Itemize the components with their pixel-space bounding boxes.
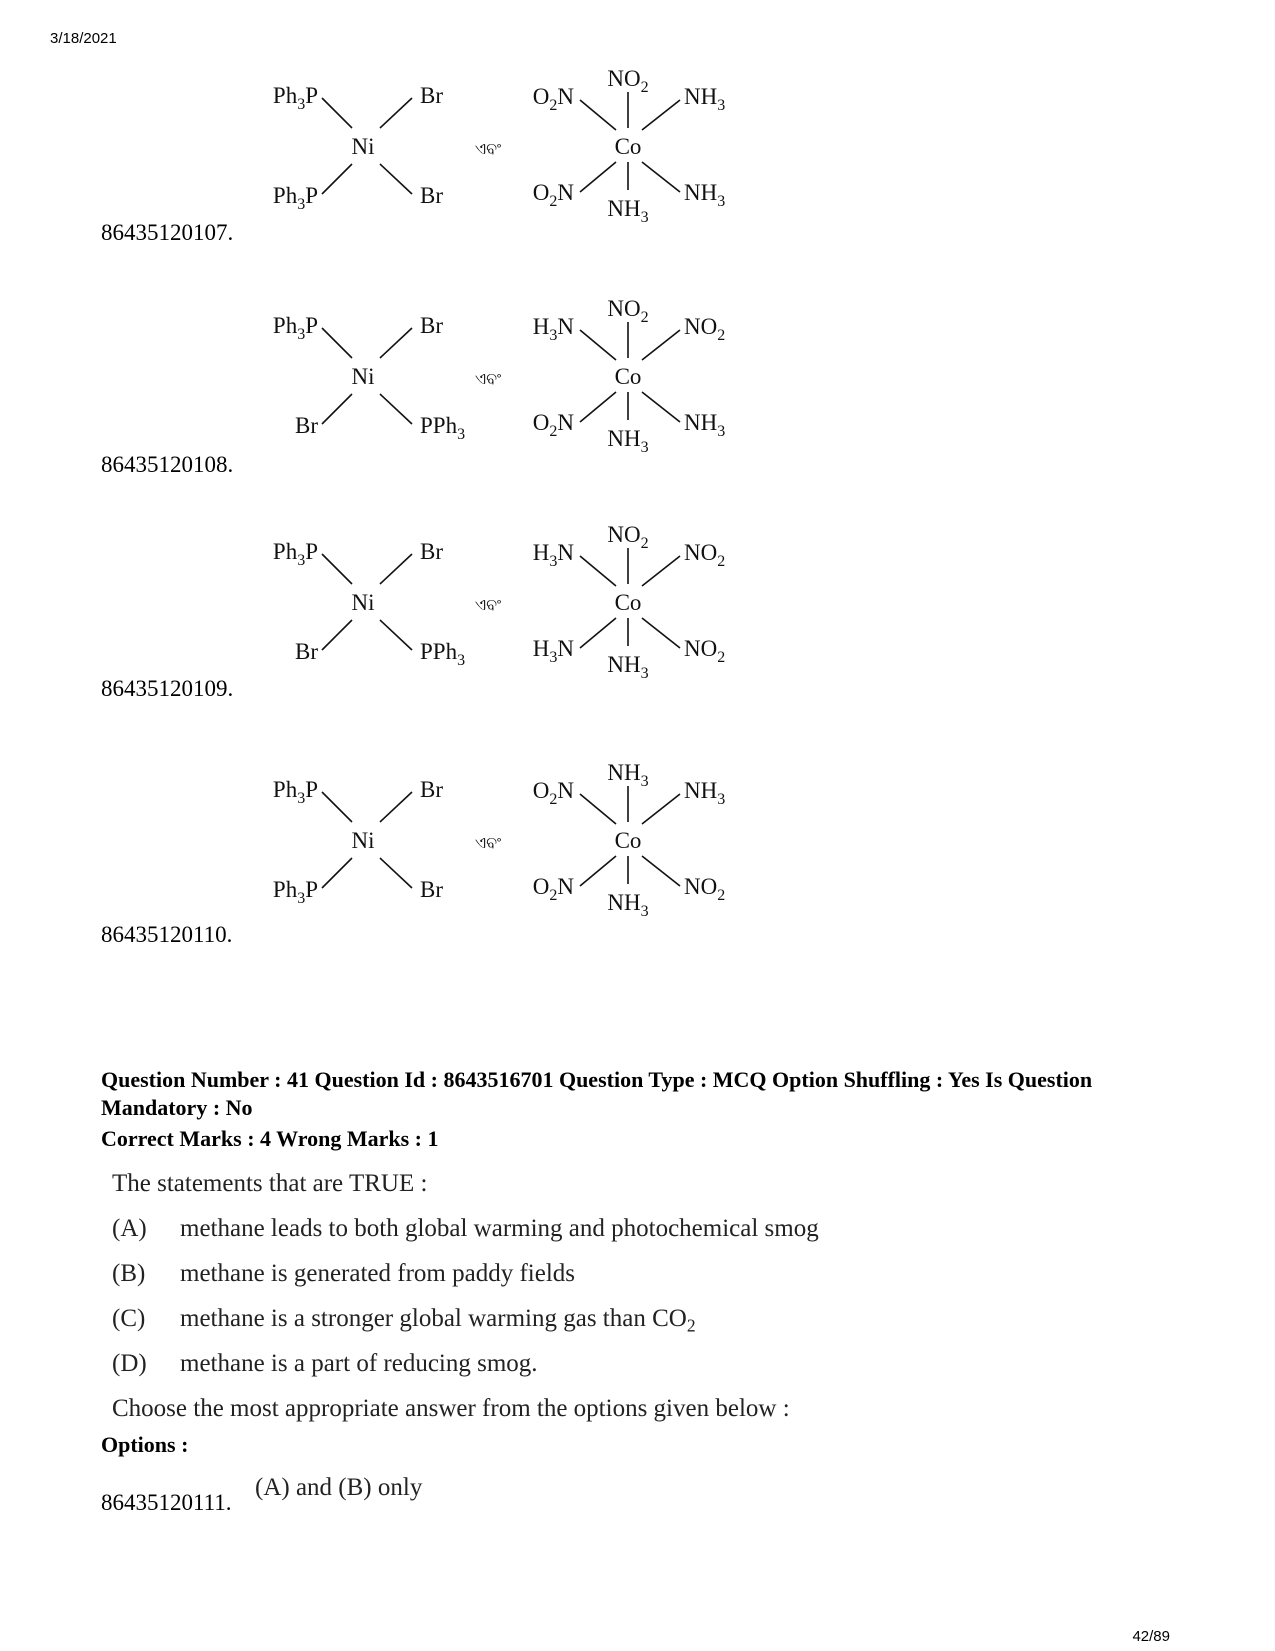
ligand-bl: O2N: [532, 180, 574, 210]
option-id: 86435120109.: [101, 676, 234, 701]
bond: [322, 328, 352, 358]
co-center: Co: [614, 134, 642, 159]
bond: [322, 98, 352, 128]
ligand-tr: Br: [420, 313, 443, 338]
bond: [322, 620, 352, 650]
ligand-bottom: NH3: [607, 890, 649, 920]
ligand-bl: O2N: [532, 410, 574, 440]
ligand-bottom: NH3: [607, 652, 649, 682]
ligand-tr: Br: [420, 83, 443, 108]
ligand-br: NO2: [684, 874, 726, 904]
option-structure-figure[interactable]: [230, 288, 790, 458]
ligand-br: NO2: [684, 636, 726, 666]
bond: [380, 620, 412, 650]
ligand-tl: H3N: [532, 314, 574, 344]
ligand-tl: Ph3P: [272, 539, 318, 569]
option-id: 86435120107.: [101, 220, 234, 245]
statement-label: (A): [112, 1215, 147, 1242]
ligand-tr: Br: [420, 777, 443, 802]
bond: [380, 554, 412, 584]
bond: [380, 394, 412, 424]
question-body: [112, 1170, 819, 1440]
bond: [642, 856, 680, 886]
bond: [642, 794, 680, 824]
bond: [322, 394, 352, 424]
bond: [642, 392, 680, 422]
option-id: 86435120108.: [101, 452, 234, 477]
ni-center: Ni: [351, 364, 375, 389]
bond: [642, 556, 680, 586]
co-complex: [533, 66, 725, 226]
bond: [580, 100, 616, 130]
ligand-top: NO2: [607, 66, 649, 96]
ligand-top: NO2: [607, 296, 649, 326]
bond: [380, 98, 412, 128]
option-structure-figure[interactable]: [230, 752, 790, 922]
conjunction-text: ଏବଂ: [474, 371, 502, 388]
ligand-bl: Br: [295, 413, 318, 438]
co-center: Co: [614, 364, 642, 389]
statement-item: [112, 1260, 819, 1305]
statement-text: methane is a part of reducing smog.: [180, 1350, 538, 1377]
bond: [322, 792, 352, 822]
ligand-tl: Ph3P: [272, 83, 318, 113]
bond: [322, 554, 352, 584]
ni-center: Ni: [351, 828, 375, 853]
statement-item: [112, 1305, 819, 1350]
question-instruction: Choose the most appropriate answer from the options given below :: [112, 1395, 790, 1422]
co-complex: [533, 296, 725, 456]
statement-label: (D): [112, 1350, 147, 1377]
bond: [380, 328, 412, 358]
question-meta: Question Number : 41 Question Id : 8643516701 Question Type : MCQ Option Shuffling : Yes Is Question Mandatory : No: [101, 1067, 1093, 1120]
option-id: 86435120111.: [101, 1490, 232, 1515]
ligand-tl: O2N: [532, 84, 574, 114]
bond: [380, 858, 412, 888]
ligand-bl: Ph3P: [272, 183, 318, 213]
print-date: 3/18/2021: [50, 30, 117, 47]
co-center: Co: [614, 828, 642, 853]
ligand-br: NH3: [684, 410, 726, 440]
ligand-br: PPh3: [420, 639, 466, 669]
statement-label: (C): [112, 1305, 146, 1332]
ligand-tr: NO2: [684, 314, 726, 344]
bond: [642, 330, 680, 360]
bond: [380, 164, 412, 194]
ligand-bottom: NH3: [607, 426, 649, 456]
options-label: Options :: [101, 1432, 189, 1457]
option-text[interactable]: (A) and (B) only: [255, 1474, 423, 1501]
ligand-bl: Br: [295, 639, 318, 664]
bond: [322, 164, 352, 194]
question-marks: Correct Marks : 4 Wrong Marks : 1: [101, 1126, 439, 1151]
question-stem: The statements that are TRUE :: [112, 1170, 428, 1197]
statement-text: methane is a stronger global warming gas than $CO_2$: [180, 1305, 696, 1336]
option-structure-figure[interactable]: [230, 514, 790, 684]
ni-complex: [273, 539, 465, 669]
co-complex: [533, 760, 725, 920]
ligand-tl: Ph3P: [272, 777, 318, 807]
ligand-bl: O2N: [532, 874, 574, 904]
ni-center: Ni: [351, 134, 375, 159]
ni-complex: [273, 83, 443, 213]
bond: [580, 392, 616, 422]
ligand-tr: NH3: [684, 778, 726, 808]
bond: [642, 162, 680, 192]
co-center: Co: [614, 590, 642, 615]
bond: [380, 792, 412, 822]
ni-complex: [273, 313, 465, 443]
ligand-tl: Ph3P: [272, 313, 318, 343]
ligand-br: Br: [420, 877, 443, 902]
option-structure-figure[interactable]: [230, 58, 790, 228]
bond: [322, 858, 352, 888]
bond: [580, 856, 616, 886]
ligand-tl: H3N: [532, 540, 574, 570]
ligand-br: NH3: [684, 180, 726, 210]
statement-text: methane is generated from paddy fields: [180, 1260, 575, 1287]
conjunction-text: ଏବଂ: [474, 835, 502, 852]
conjunction-text: ଏବଂ: [474, 141, 502, 158]
ligand-top: NO2: [607, 522, 649, 552]
statement-item: [112, 1215, 819, 1260]
ni-complex: [273, 777, 443, 907]
bond: [580, 556, 616, 586]
ligand-br: PPh3: [420, 413, 466, 443]
ligand-bl: H3N: [532, 636, 574, 666]
ligand-bottom: NH3: [607, 196, 649, 226]
ligand-br: Br: [420, 183, 443, 208]
ligand-tr: Br: [420, 539, 443, 564]
ligand-tr: NH3: [684, 84, 726, 114]
statement-text: methane leads to both global warming and photochemical smog: [180, 1215, 819, 1242]
page-number: 42/89: [1132, 1628, 1170, 1645]
ligand-tl: O2N: [532, 778, 574, 808]
ligand-top: NH3: [607, 760, 649, 790]
conjunction-text: ଏବଂ: [474, 597, 502, 614]
bond: [580, 162, 616, 192]
ni-center: Ni: [351, 590, 375, 615]
bond: [580, 794, 616, 824]
bond: [642, 618, 680, 648]
ligand-bl: Ph3P: [272, 877, 318, 907]
ligand-tr: NO2: [684, 540, 726, 570]
statement-item: [112, 1350, 819, 1395]
bond: [580, 618, 616, 648]
question-header: [101, 1066, 1181, 1153]
co-complex: [533, 522, 725, 682]
bond: [642, 100, 680, 130]
statement-label: (B): [112, 1260, 146, 1287]
option-id: 86435120110.: [101, 922, 233, 947]
bond: [580, 330, 616, 360]
